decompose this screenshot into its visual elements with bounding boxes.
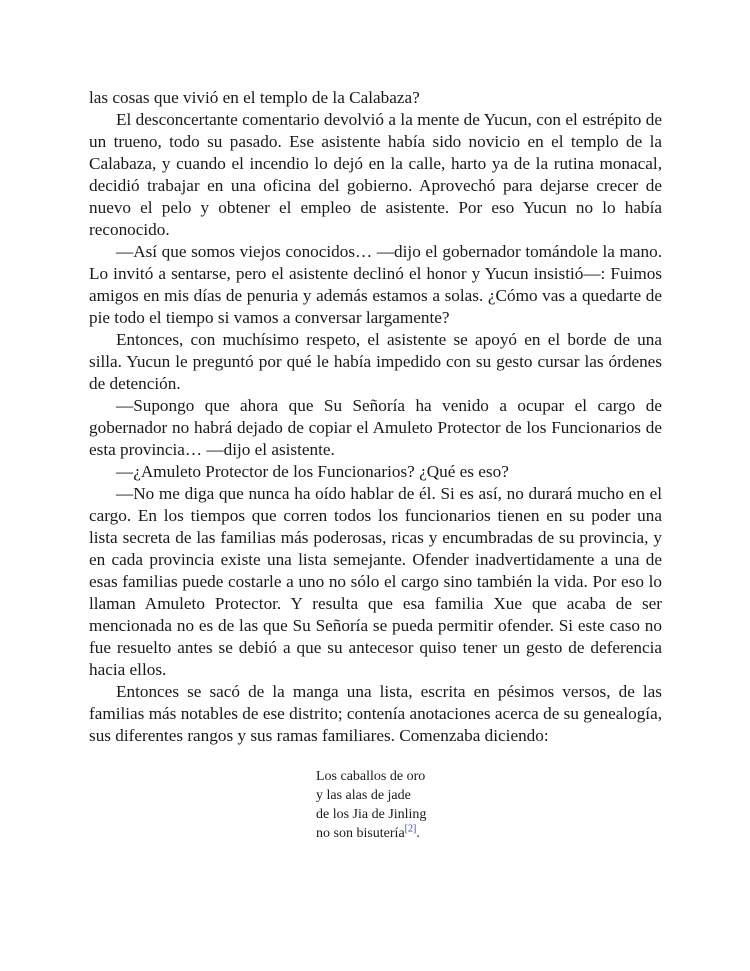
paragraph: —Supongo que ahora que Su Señoría ha venido a ocupar el cargo de gobernador no habrá dejado de copiar el Amuleto Protector de los Funcionarios de esta provincia… —dijo el asistente. (89, 396, 662, 459)
verse-line-last (316, 824, 426, 843)
paragraph: las cosas que vivió en el templo de la Calabaza? (89, 88, 420, 107)
footnote-link[interactable]: [2] (404, 823, 417, 835)
verse-line: de los Jia de Jinling (316, 807, 427, 822)
paragraph: El desconcertante comentario devolvió a la mente de Yucun, con el estrépito de un trueno, todo su pasado. Ese asistente había sido novicio en el templo de la Calabaza, y cuando el incendio lo dejó en la calle, harto ya de la rutina monacal, decidió trabajar en una oficina del gobierno. Aprovechó para dejarse crecer de nuevo el pelo y obtener el empleo de asistente. Por eso Yucun no lo había reconocido. (89, 110, 662, 239)
paragraph: —No me diga que nunca ha oído hablar de él. Si es así, no durará mucho en el cargo. En los tiempos que corren todos los funcionarios tienen en su poder una lista secreta de las familias más poderosas, ricas y encumbradas de su provincia, y en cada provincia existe una lista semejante. Ofender inadvertidamente a una de esas familias puede costarle a uno no sólo el cargo sino también la vida. Por eso lo llaman Amuleto Protector. Y resulta que esa familia Xue que acaba de ser mencionada no es de las que Su Señoría se pueda permitir ofender. Si este caso no fue resuelto antes se debió a que su antecesor quiso tener un gesto de deferencia hacia ellos. (89, 484, 662, 679)
verse-punctuation: . (416, 826, 420, 841)
paragraph: —¿Amuleto Protector de los Funcionarios? ¿Qué es eso? (116, 462, 509, 481)
verse-block (316, 767, 426, 843)
paragraph: —Así que somos viejos conocidos… —dijo el gobernador tomándole la mano. Lo invitó a sentarse, pero el asistente declinó el honor y Yucun insistió—: Fuimos amigos en mis días de penuria y además estamos a solas. ¿Cómo vas a quedarte de pie todo el tiempo si vamos a conversar largamente? (89, 242, 662, 327)
verse-line: y las alas de jade (316, 788, 411, 803)
paragraph: Entonces, con muchísimo respeto, el asistente se apoyó en el borde de una silla. Yucun le preguntó por qué le había impedido con su gesto cursar las órdenes de detención. (89, 330, 662, 393)
verse-line-text: no son bisutería (316, 826, 405, 841)
body-text (89, 87, 662, 747)
verse-line: Los caballos de oro (316, 769, 426, 784)
paragraph: Entonces se sacó de la manga una lista, escrita en pésimos versos, de las familias más notables de ese distrito; contenía anotaciones acerca de su genealogía, sus diferentes rangos y sus ramas familiares. Comenzaba diciendo: (89, 682, 662, 745)
